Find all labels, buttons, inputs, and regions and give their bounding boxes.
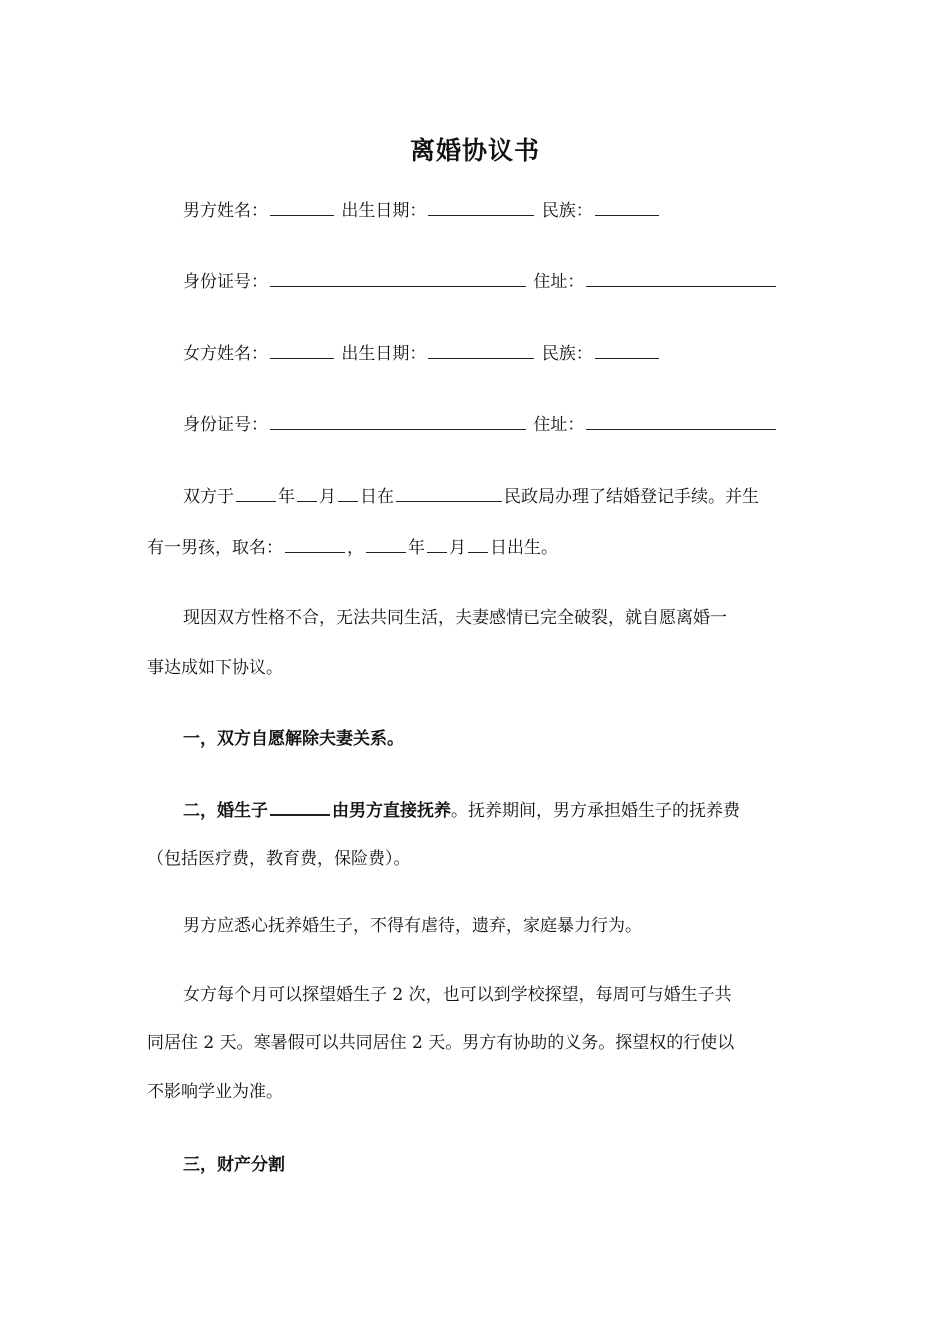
- clause-1: 一，双方自愿解除夫妻关系。: [183, 729, 404, 749]
- wife-birth-label: 出生日期：: [341, 344, 427, 364]
- husband-info-line: [147, 198, 848, 223]
- husband-id-label: 身份证号：: [183, 272, 268, 292]
- child-day-blank: [468, 535, 488, 553]
- wife-id-blank: [270, 412, 526, 430]
- marriage-line-2: [147, 535, 812, 560]
- document-title: 离婚协议书: [409, 136, 540, 165]
- husband-id-blank: [270, 269, 526, 287]
- wife-name-label: 女方姓名：: [183, 344, 268, 364]
- husband-ethnicity-blank: [595, 198, 659, 216]
- marriage-month-text: 月: [319, 487, 336, 507]
- child-month-text: 月: [449, 538, 466, 558]
- marriage-year-blank: [236, 484, 276, 502]
- husband-name-blank: [270, 198, 334, 216]
- child-end-text: 日出生。: [490, 538, 558, 558]
- visit-line-1: 女方每个月可以探望婚生子 2 次，也可以到学校探望，每周可与婚生子共: [183, 985, 732, 1005]
- wife-birth-blank: [428, 341, 534, 359]
- husband-address-label: 住址：: [533, 272, 585, 292]
- husband-birth-blank: [428, 198, 534, 216]
- reason-line-1: 现因双方性格不合，无法共同生活，夫妻感情已完全破裂，就自愿离婚一: [183, 608, 727, 628]
- wife-address-blank: [586, 412, 776, 430]
- marriage-day-text: 日在: [360, 487, 394, 507]
- clause-3: 三，财产分割: [183, 1155, 285, 1175]
- wife-id-line: [147, 412, 848, 437]
- wife-name-blank: [270, 341, 334, 359]
- child-month-blank: [427, 535, 447, 553]
- child-year-blank: [366, 535, 406, 553]
- child-name-text: 有一男孩，取名：: [147, 538, 283, 558]
- wife-ethnicity-label: 民族：: [541, 344, 593, 364]
- clause-2-heading: 二，婚生子: [183, 801, 268, 821]
- clause-2-line-1: [147, 797, 848, 823]
- marriage-year-text: 年: [278, 487, 295, 507]
- marriage-day-blank: [338, 484, 358, 502]
- clause-2-child-blank: [270, 797, 330, 816]
- wife-info-line: [147, 341, 848, 366]
- clause-2-line-2: （包括医疗费，教育费，保险费）。: [147, 849, 411, 869]
- marriage-end-text: 民政局办理了结婚登记手续。并生: [504, 487, 759, 507]
- husband-id-line: [147, 269, 848, 294]
- care-paragraph: 男方应悉心抚养婚生子，不得有虐待，遗弃，家庭暴力行为。: [183, 916, 642, 936]
- husband-name-label: 男方姓名：: [183, 201, 268, 221]
- visit-line-2: 同居住 2 天。寒暑假可以共同居住 2 天。男方有协助的义务。探望权的行使以: [147, 1033, 735, 1053]
- husband-address-blank: [586, 269, 776, 287]
- clause-2-custody: 由男方直接抚养: [332, 801, 451, 821]
- husband-ethnicity-label: 民族：: [541, 201, 593, 221]
- clause-2-rest: 。抚养期间，男方承担婚生子的抚养费: [451, 801, 740, 821]
- marriage-month-blank: [297, 484, 317, 502]
- marriage-place-blank: [396, 484, 502, 502]
- marriage-line-1: [147, 484, 848, 509]
- child-name-blank: [285, 535, 345, 553]
- child-comma: ，: [347, 538, 364, 558]
- child-year-text: 年: [408, 538, 425, 558]
- wife-address-label: 住址：: [533, 415, 585, 435]
- husband-birth-label: 出生日期：: [341, 201, 427, 221]
- wife-id-label: 身份证号：: [183, 415, 268, 435]
- visit-line-3: 不影响学业为准。: [147, 1082, 283, 1102]
- marriage-text: 双方于: [183, 487, 234, 507]
- wife-ethnicity-blank: [595, 341, 659, 359]
- reason-line-2: 事达成如下协议。: [147, 658, 283, 678]
